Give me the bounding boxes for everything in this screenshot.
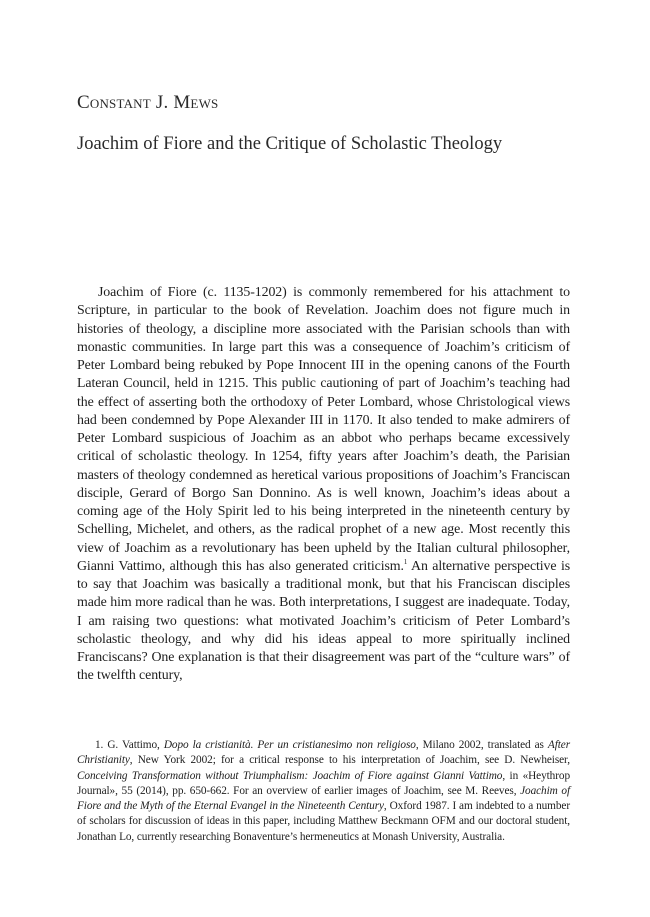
footnote-1 — [77, 738, 570, 845]
footnote-title-italic: Dopo la cristianità. Per un cristianesimo non religioso — [163, 739, 416, 751]
footnote-title-italic: Joachim of Fiore and the Myth of the Eternal Evangel in the Nineteenth Century — [77, 784, 570, 813]
author-name: Constant J. Mews — [77, 92, 219, 113]
footnote-text: , New York 2002; for a critical response to his interpretation of Joachim, see D. Newheiser, — [129, 754, 570, 767]
footnote-text: , Oxford 1987. I am indebted to a number of scholars for discussion of ideas in this paper, including Matthew Beckmann OFM and our doctoral student, Jonathan Lo, currently researching Bonaventure’s hermeneutics at Monash University, Australia. — [77, 800, 570, 843]
body-text: Joachim of Fiore (c. 1135-1202) is commonly remembered for his attachment to Scripture, in particular to the book of Revelation. Joachim does not figure much in histories of theology, a discipline more associated with the Parisian schools than with monastic communities. In large part this was a consequence of Joachim’s criticism of Peter Lombard being rebuked by Pope Innocent III in the opening canons of the Fourth Lateran Council, held in 1215. This public cautioning of part of Joachim’s teaching had the effect of asserting both the orthodoxy of Peter Lombard, whose Christological views had been condemned by Pope Alexander III in 1170. It also tended to make admirers of Peter Lombard suspicious of Joachim as an abbot who perhaps became excessively critical of scholastic theology. In 1254, fifty years after Joachim’s death, the Parisian masters of theology condemned as heretical various propositions of Joachim’s Franciscan disciple, Gerard of Borgo San Donnino. As is well known, Joachim’s ideas about a coming age of the Holy Spirit led to his being interpreted in the nineteenth century by Schelling, Michelet, and others, as the radical prophet of a new age. Most recently this view of Joachim as a revolutionary has been upheld by the Italian cultural philosopher, Gianni Vattimo, although this has also generated criticism. — [77, 285, 570, 574]
footnote-title-italic: Conceiving Transformation without Triumphalism: Joachim of Fiore against Gianni Vattimo — [77, 769, 503, 782]
footnote-ref-1: 1 — [403, 557, 408, 566]
footnote-title-italic: After Christianity — [77, 739, 571, 767]
footnote-text: 1. G. Vattimo, — [95, 739, 164, 751]
footnote-text: , Milano 2002, translated as — [415, 739, 548, 751]
chapter-title: Joachim of Fiore and the Critique of Scholastic Theology — [77, 134, 503, 154]
body-paragraph — [77, 284, 570, 686]
body-text-continued: An alternative perspective is to say that Joachim was basically a traditional monk, but that his Franciscan disciples made him more radical than he was. Both interpretations, I suggest are inadequate. Today, I am raising two questions: what motivated Joachim’s criticism of Peter Lombard’s scholastic theology, and why did his ideas appeal to more spiritually inclined Franciscans? One explanation is that their disagreement was part of the “culture wars” of the twelfth century, — [77, 558, 571, 684]
footnote-text: , in «Heythrop Journal», 55 (2014), pp. 650-662. For an overview of earlier images of Joachim, see M. Reeves, — [77, 769, 570, 797]
